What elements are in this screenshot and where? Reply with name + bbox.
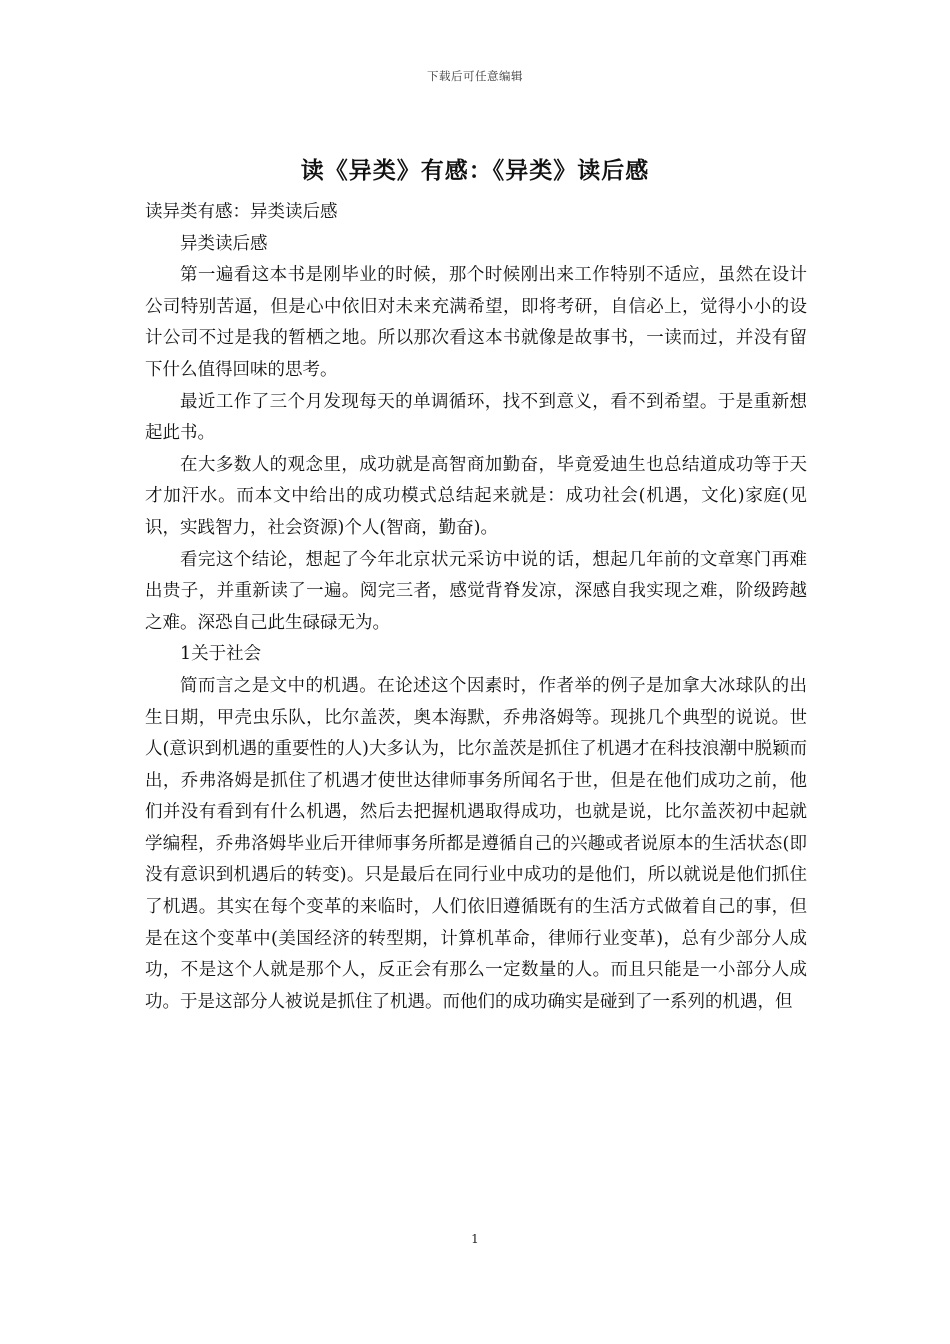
body-paragraph: 看完这个结论，想起了今年北京状元采访中说的话，想起几年前的文章寒门再难出贵子，并重新读了一遍。阅完三者，感觉背脊发凉，深感自我实现之难，阶级跨越之难。深恐自己此生碌碌无为。 bbox=[145, 549, 807, 633]
body-paragraph-heading: 异类读后感 bbox=[180, 233, 268, 254]
section-heading-society: 1关于社会 bbox=[180, 644, 262, 665]
page-number: 1 bbox=[471, 1232, 479, 1246]
document-body bbox=[145, 197, 807, 1018]
body-paragraph: 第一遍看这本书是刚毕业的时候，那个时候刚出来工作特别不适应，虽然在设计公司特别苦逼，但是心中依旧对未来充满希望，即将考研，自信必上，觉得小小的设计公司不过是我的暂栖之地。所以那次看这本书就像是故事书，一读而过，并没有留下什么值得回味的思考。 bbox=[145, 265, 807, 380]
body-paragraph: 简而言之是文中的机遇。在论述这个因素时，作者举的例子是加拿大冰球队的出生日期，甲壳虫乐队，比尔盖茨，奥本海默，乔弗洛姆等。现挑几个典型的说说。世人(意识到机遇的重要性的人)大多认为，比尔盖茨是抓住了机遇才在科技浪潮中脱颖而出，乔弗洛姆是抓住了机遇才使世达律师事务所闻名于世，但是在他们成功之前，他们并没有看到有什么机遇，然后去把握机遇取得成功，也就是说，比尔盖茨初中起就学编程，乔弗洛姆毕业后开律师事务所都是遵循自己的兴趣或者说原本的生活状态(即没有意识到机遇后的转变)。只是最后在同行业中成功的是他们，所以就说是他们抓住了机遇。其实在每个变革的来临时，人们依旧遵循既有的生活方式做着自己的事，但是在这个变革中(美国经济的转型期，计算机革命，律师行业变革)，总有少部分人成功，不是这个人就是那个人，反正会有那么一定数量的人。而且只能是一小部分人成功。于是这部分人被说是抓住了机遇。而他们的成功确实是碰到了一系列的机遇，但 bbox=[145, 675, 807, 1012]
document-title: 读《异类》有感：《异类》读后感 bbox=[300, 158, 650, 184]
body-paragraph: 在大多数人的观念里，成功就是高智商加勤奋，毕竟爱迪生也总结道成功等于天才加汗水。而本文中给出的成功模式总结起来就是：成功社会(机遇，文化)家庭(见识，实践智力，社会资源)个人(智商，勤奋)。 bbox=[145, 454, 807, 538]
page-header-note: 下载后可任意编辑 bbox=[427, 69, 523, 83]
body-paragraph-subtitle: 读异类有感：异类读后感 bbox=[145, 202, 338, 222]
body-paragraph: 最近工作了三个月发现每天的单调循环，找不到意义，看不到希望。于是重新想起此书。 bbox=[145, 391, 807, 444]
